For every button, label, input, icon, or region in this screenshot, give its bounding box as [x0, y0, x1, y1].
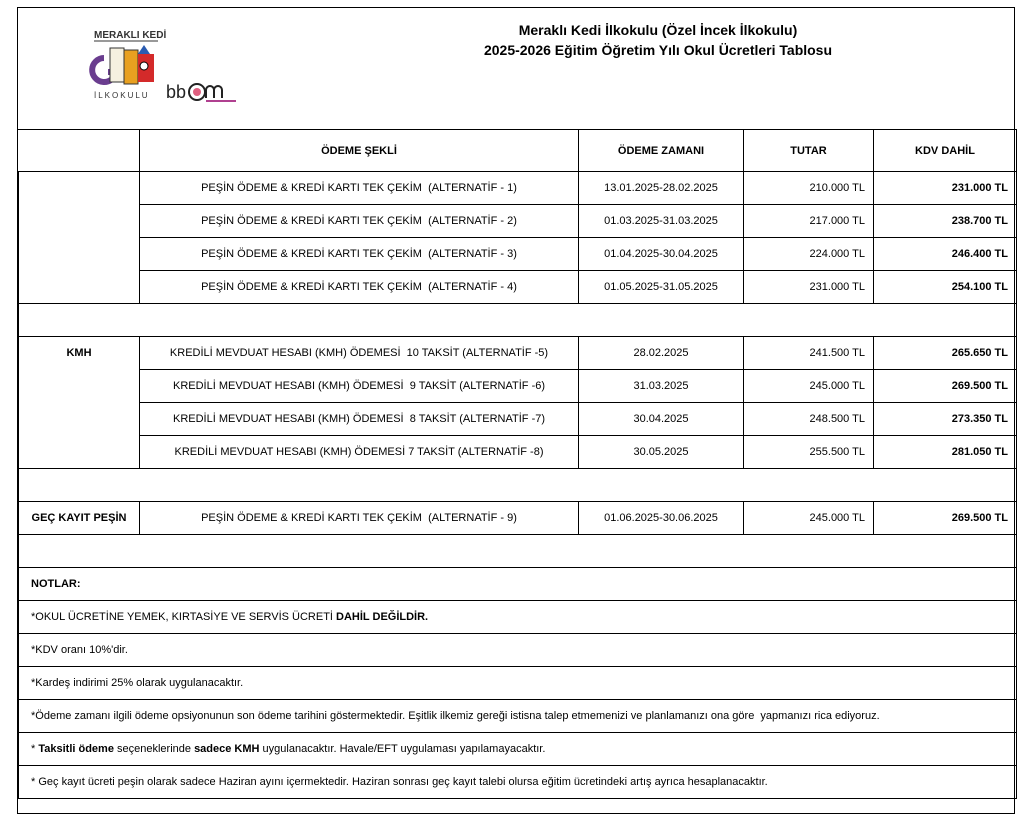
spacer-row	[19, 469, 1017, 502]
note-text: *	[31, 743, 39, 755]
note-2: *KDV oranı 10%'dir.	[19, 634, 1017, 667]
payment-method: KREDİLİ MEVDUAT HESABI (KMH) ÖDEMESİ 8 TAKSİT (ALTERNATİF -7)	[140, 403, 579, 436]
school-logo	[86, 26, 266, 111]
payment-method: PEŞİN ÖDEME & KREDİ KARTI TEK ÇEKİM (ALTERNATİF - 3)	[140, 238, 579, 271]
logo-text-top: MERAKLI KEDİ	[94, 30, 167, 41]
notes-heading-row	[19, 568, 1017, 601]
payment-date: 01.06.2025-30.06.2025	[579, 502, 744, 535]
payment-date: 01.03.2025-31.03.2025	[579, 205, 744, 238]
group-label	[19, 172, 140, 304]
column-header	[19, 130, 140, 172]
amount: 224.000 TL	[744, 238, 874, 271]
amount: 210.000 TL	[744, 172, 874, 205]
payment-method: KREDİLİ MEVDUAT HESABI (KMH) ÖDEMESİ 7 TAKSİT (ALTERNATİF -8)	[140, 436, 579, 469]
school-logo-icon	[86, 26, 266, 106]
spacer-row	[19, 304, 1017, 337]
column-header-payment-method: ÖDEME ŞEKLİ	[140, 130, 579, 172]
note-row	[19, 700, 1017, 733]
note-6: * Geç kayıt ücreti peşin olarak sadece Haziran ayını içermektedir. Haziran sonrası geç kayıt talebi olursa eğitim ücretindeki artış ayrıca hesaplanacaktır.	[19, 766, 1017, 799]
table-row	[19, 205, 1017, 238]
spacer-cell	[19, 535, 1017, 568]
group-label-late-registration: GEÇ KAYIT PEŞİN	[19, 502, 140, 535]
spacer-cell	[19, 304, 1017, 337]
amount: 217.000 TL	[744, 205, 874, 238]
column-header-payment-time: ÖDEME ZAMANI	[579, 130, 744, 172]
payment-method: KREDİLİ MEVDUAT HESABI (KMH) ÖDEMESİ 9 TAKSİT (ALTERNATİF -6)	[140, 370, 579, 403]
payment-date: 28.02.2025	[579, 337, 744, 370]
table-row	[19, 436, 1017, 469]
column-header-vat-included: KDV DAHİL	[874, 130, 1017, 172]
vat-included: 238.700 TL	[874, 205, 1017, 238]
vat-included: 269.500 TL	[874, 370, 1017, 403]
note-text: seçeneklerinde	[113, 743, 195, 755]
note-1	[19, 601, 1017, 634]
payment-date: 01.04.2025-30.04.2025	[579, 238, 744, 271]
payment-date: 01.05.2025-31.05.2025	[579, 271, 744, 304]
note-row	[19, 733, 1017, 766]
note-row	[19, 634, 1017, 667]
logo-text-bottom: İLKOKULU	[94, 91, 150, 100]
partner-logo-text: bb	[166, 82, 187, 102]
amount: 255.500 TL	[744, 436, 874, 469]
fee-document	[17, 7, 1015, 814]
spacer-cell	[19, 469, 1017, 502]
spacer-row	[19, 535, 1017, 568]
payment-date: 30.04.2025	[579, 403, 744, 436]
vat-included: 269.500 TL	[874, 502, 1017, 535]
table-row	[19, 172, 1017, 205]
document-header	[18, 8, 1014, 130]
table-row	[19, 337, 1017, 370]
vat-included: 273.350 TL	[874, 403, 1017, 436]
amount: 248.500 TL	[744, 403, 874, 436]
table-row	[19, 403, 1017, 436]
vat-included: 254.100 TL	[874, 271, 1017, 304]
table-row	[19, 502, 1017, 535]
page-title	[398, 20, 918, 60]
title-line-1: Meraklı Kedi İlkokulu (Özel İncek İlkokulu)	[518, 22, 798, 38]
note-5	[19, 733, 1017, 766]
payment-method: KREDİLİ MEVDUAT HESABI (KMH) ÖDEMESİ 10 TAKSİT (ALTERNATİF -5)	[140, 337, 579, 370]
note-emphasis: Taksitli ödeme	[38, 743, 114, 755]
table-row	[19, 271, 1017, 304]
amount: 245.000 TL	[744, 370, 874, 403]
group-label-kmh: KMH	[19, 337, 140, 469]
amount: 245.000 TL	[744, 502, 874, 535]
note-text: *OKUL ÜCRETİNE YEMEK, KIRTASİYE VE SERVİS ÜCRETİ	[31, 611, 337, 623]
payment-method: PEŞİN ÖDEME & KREDİ KARTI TEK ÇEKİM (ALTERNATİF - 1)	[140, 172, 579, 205]
table-row	[19, 238, 1017, 271]
note-3: *Kardeş indirimi 25% olarak uygulanacaktır.	[19, 667, 1017, 700]
amount: 231.000 TL	[744, 271, 874, 304]
amount: 241.500 TL	[744, 337, 874, 370]
notes-heading: NOTLAR:	[19, 568, 1017, 601]
column-header-amount: TUTAR	[744, 130, 874, 172]
table-row	[19, 370, 1017, 403]
note-row	[19, 766, 1017, 799]
vat-included: 281.050 TL	[874, 436, 1017, 469]
fee-table	[18, 129, 1017, 799]
table-header-row	[19, 130, 1017, 172]
note-emphasis: DAHİL DEĞİLDİR.	[336, 611, 429, 623]
payment-method: PEŞİN ÖDEME & KREDİ KARTI TEK ÇEKİM (ALTERNATİF - 4)	[140, 271, 579, 304]
vat-included: 246.400 TL	[874, 238, 1017, 271]
vat-included: 265.650 TL	[874, 337, 1017, 370]
payment-date: 30.05.2025	[579, 436, 744, 469]
payment-method: PEŞİN ÖDEME & KREDİ KARTI TEK ÇEKİM (ALTERNATİF - 9)	[140, 502, 579, 535]
payment-method: PEŞİN ÖDEME & KREDİ KARTI TEK ÇEKİM (ALTERNATİF - 2)	[140, 205, 579, 238]
note-text: uygulanacaktır. Havale/EFT uygulaması yapılamayacaktır.	[259, 743, 546, 755]
note-row	[19, 601, 1017, 634]
payment-date: 31.03.2025	[579, 370, 744, 403]
title-line-2: 2025-2026 Eğitim Öğretim Yılı Okul Ücretleri Tablosu	[483, 42, 833, 58]
note-emphasis: sadece KMH	[194, 743, 260, 755]
vat-included: 231.000 TL	[874, 172, 1017, 205]
note-row	[19, 667, 1017, 700]
note-4: *Ödeme zamanı ilgili ödeme opsiyonunun son ödeme tarihini göstermektedir. Eşitlik ilkemiz gereği istisna talep etmemenizi ve planlamanızı ona göre yapmanızı rica ediyoruz.	[19, 700, 1017, 733]
payment-date: 13.01.2025-28.02.2025	[579, 172, 744, 205]
